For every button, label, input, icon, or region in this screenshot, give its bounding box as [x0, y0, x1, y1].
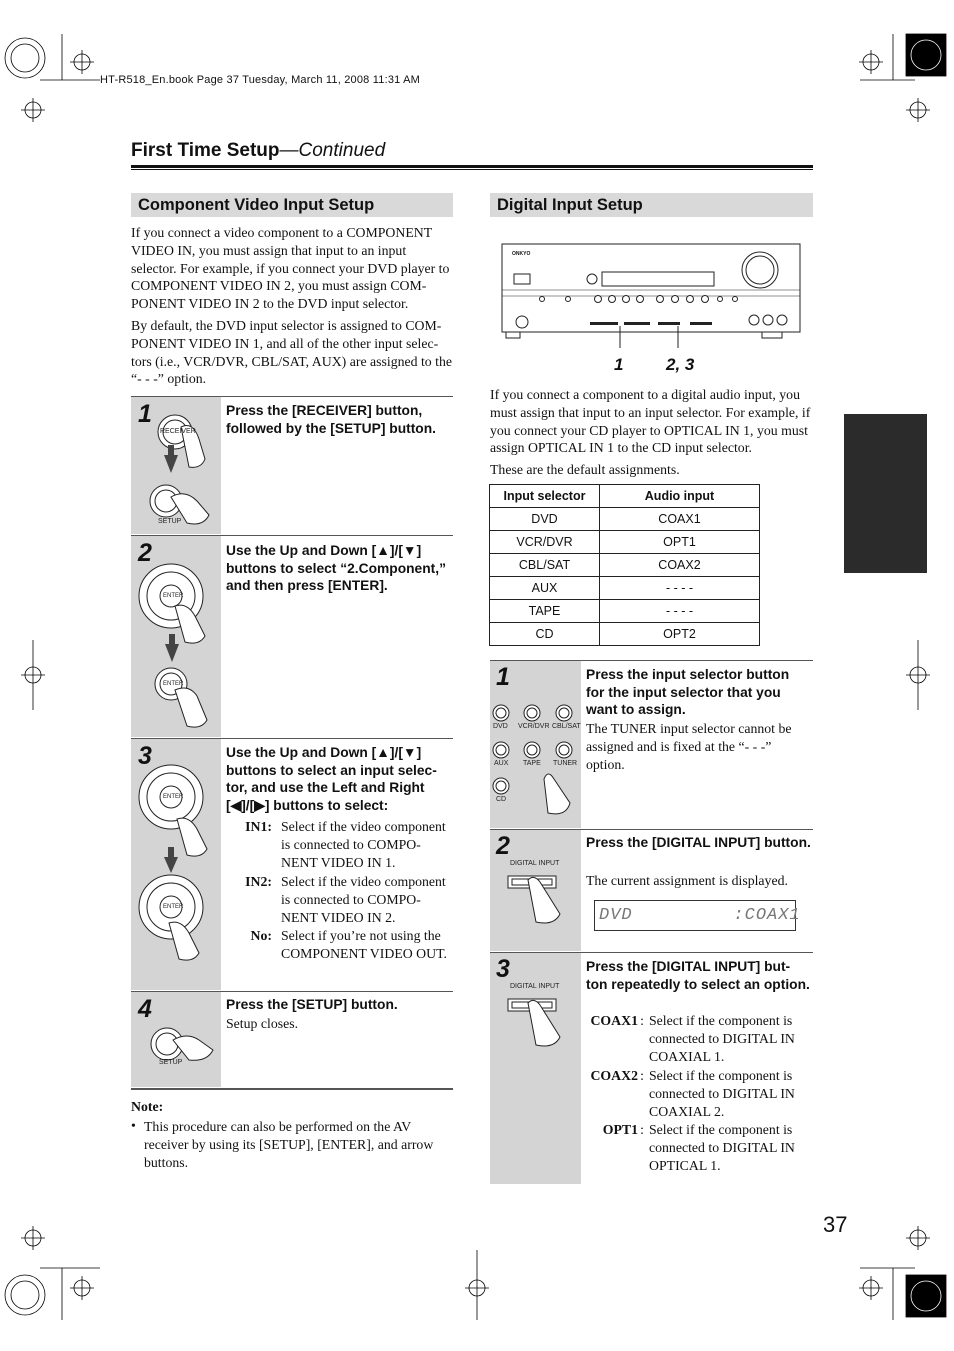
callout-step-1: 1	[614, 355, 624, 374]
table-cell: - - - -	[600, 600, 760, 623]
right-step-1-number: 1	[496, 663, 510, 691]
table-header-row	[490, 485, 760, 508]
component-video-heading: Component Video Input Setup	[131, 193, 453, 217]
table-cell: COAX1	[600, 508, 760, 531]
enter-label-2: ENTER	[163, 681, 184, 687]
option-in2-key: IN2:	[245, 874, 272, 889]
table-cell: CBL/SAT	[490, 554, 600, 577]
right-step-3-number: 3	[496, 955, 510, 983]
chapter-side-tab	[844, 414, 927, 573]
note-text: This procedure can also be performed on the AV receiver by using its [SETUP], [ENTER], and arrow buttons.	[144, 1119, 434, 1170]
callout-steps-2-3: 2, 3	[666, 355, 695, 374]
option-coax1-colon: :	[640, 1013, 644, 1028]
option-opt1-colon: :	[640, 1122, 644, 1137]
left-step-3-title: Use the Up and Down [▲]/[▼] buttons to select an input selec-tor, and use the Left and Right [◀]/[▶] buttons to select:	[226, 745, 437, 813]
table-row	[490, 554, 760, 577]
table-cell: OPT1	[600, 531, 760, 554]
receiver-front-panel	[500, 242, 802, 350]
table-cell: AUX	[490, 577, 600, 600]
table-cell: CD	[490, 623, 600, 646]
enter-label-3: ENTER	[163, 794, 184, 800]
table-row	[490, 577, 760, 600]
table-cell: OPT2	[600, 623, 760, 646]
option-opt1-text: Select if the component is connected to DIGITAL IN OPTICAL 1.	[649, 1122, 795, 1173]
option-coax2-text: Select if the component is connected to DIGITAL IN COAXIAL 2.	[649, 1068, 795, 1119]
default-assignments-table	[489, 484, 760, 646]
title-rule	[131, 165, 813, 168]
digital-input-label-2: DIGITAL INPUT	[510, 983, 560, 990]
left-step-1-number: 1	[138, 400, 152, 428]
book-header-line: HT-R518_En.book Page 37 Tuesday, March 11, 2008 11:31 AM	[100, 74, 421, 86]
table-row	[490, 531, 760, 554]
btn-label-cd: CD	[496, 796, 507, 803]
note-label: Note:	[131, 1099, 164, 1114]
left-step-2-number: 2	[138, 539, 152, 567]
enter-label-1: ENTER	[163, 593, 184, 599]
left-step-4-text: Setup closes.	[226, 1016, 299, 1031]
left-step-2-title: Use the Up and Down [▲]/[▼] buttons to select “2.Component,” and then press [ENTER].	[226, 543, 446, 594]
left-step-1-title: Press the [RECEIVER] button, followed by the [SETUP] button.	[226, 403, 436, 436]
table-header-input-selector: Input selector	[490, 485, 600, 508]
option-no-key: No:	[250, 928, 272, 943]
table-row	[490, 508, 760, 531]
table-cell: DVD	[490, 508, 600, 531]
page-title-main: First Time Setup	[131, 140, 280, 161]
page-title	[131, 140, 385, 162]
btn-label-dvd: DVD	[493, 723, 508, 730]
option-coax1-key: COAX1	[590, 1013, 638, 1028]
btn-label-tuner: TUNER	[553, 760, 578, 767]
table-cell: COAX2	[600, 554, 760, 577]
enter-label-4: ENTER	[163, 904, 184, 910]
btn-label-aux: AUX	[494, 760, 509, 767]
right-step-3-title: Press the [DIGITAL INPUT] but-ton repeatedly to select an option.	[586, 959, 810, 992]
title-rule-thin	[131, 169, 813, 170]
option-in1-text: Select if the video component is connected to COMPO-NENT VIDEO IN 1.	[281, 819, 446, 870]
right-intro-para2: These are the default assignments.	[490, 462, 680, 477]
page-number: 37	[823, 1212, 848, 1237]
table-cell: VCR/DVR	[490, 531, 600, 554]
option-coax2-colon: :	[640, 1068, 644, 1083]
table-cell: TAPE	[490, 600, 600, 623]
left-intro-para2: By default, the DVD input selector is assigned to COM-PONENT VIDEO IN 1, and all of the other input selec-tors (i.e., VCR/DVR, CBL/SAT, AUX) are assigned to the “- - -” option.	[131, 318, 453, 387]
right-step-2-title: Press the [DIGITAL INPUT] button.	[586, 835, 811, 850]
left-step-4-title: Press the [SETUP] button.	[226, 997, 398, 1012]
option-in1-key: IN1:	[245, 819, 272, 834]
right-step-2-number: 2	[496, 832, 510, 860]
right-step-2-text: The current assignment is displayed.	[586, 873, 788, 888]
page-title-suffix: —Continued	[279, 140, 386, 161]
right-step-1-title: Press the input selector button for the input selector that you want to assign.	[586, 667, 790, 718]
option-opt1-key: OPT1	[602, 1122, 638, 1137]
setup-button-label-2: SETUP	[159, 1059, 183, 1066]
left-step-3-number: 3	[138, 742, 152, 770]
left-step-4-number: 4	[138, 995, 152, 1023]
table-row	[490, 623, 760, 646]
option-no-text: Select if you’re not using the COMPONENT VIDEO OUT.	[281, 928, 447, 961]
left-intro-para1: If you connect a video component to a COMPONENT VIDEO IN, you must assign that input to an input selector. For example, if you connect your DVD player to COMPONENT VIDEO IN 2, you must assign COM-PONENT VIDEO IN 2 to the DVD input selector.	[131, 225, 450, 312]
option-coax1-text: Select if the component is connected to DIGITAL IN COAXIAL 1.	[649, 1013, 795, 1064]
digital-input-heading: Digital Input Setup	[490, 193, 813, 217]
btn-label-vcrdvr: VCR/DVR	[518, 723, 550, 730]
right-intro-para1: If you connect a component to a digital audio input, you must assign that input to an input selector. For example, if you connect your CD player to OPTICAL IN 1, you must assign OPTICAL IN 1 to the CD input selector.	[490, 387, 811, 456]
table-header-audio-input: Audio input	[600, 485, 760, 508]
receiver-brand-logo: ONKYO	[512, 251, 531, 257]
table-row	[490, 600, 760, 623]
option-in2-text: Select if the video component is connected to COMPO-NENT VIDEO IN 2.	[281, 874, 446, 925]
table-cell: - - - -	[600, 577, 760, 600]
btn-label-tape: TAPE	[523, 760, 541, 767]
digital-input-label-1: DIGITAL INPUT	[510, 860, 560, 867]
receiver-button-label: RECEIVER	[160, 428, 196, 435]
btn-label-cblsat: CBL/SAT	[552, 723, 581, 730]
right-step-1-text: The TUNER input selector cannot be assigned and is fixed at the “- - -” option.	[586, 721, 792, 772]
setup-button-label: SETUP	[158, 518, 182, 525]
lcd-display: DVD :COAX1	[594, 900, 796, 931]
option-coax2-key: COAX2	[590, 1068, 638, 1083]
left-step-3-illustration	[131, 739, 221, 990]
note-bullet: •	[131, 1118, 136, 1133]
